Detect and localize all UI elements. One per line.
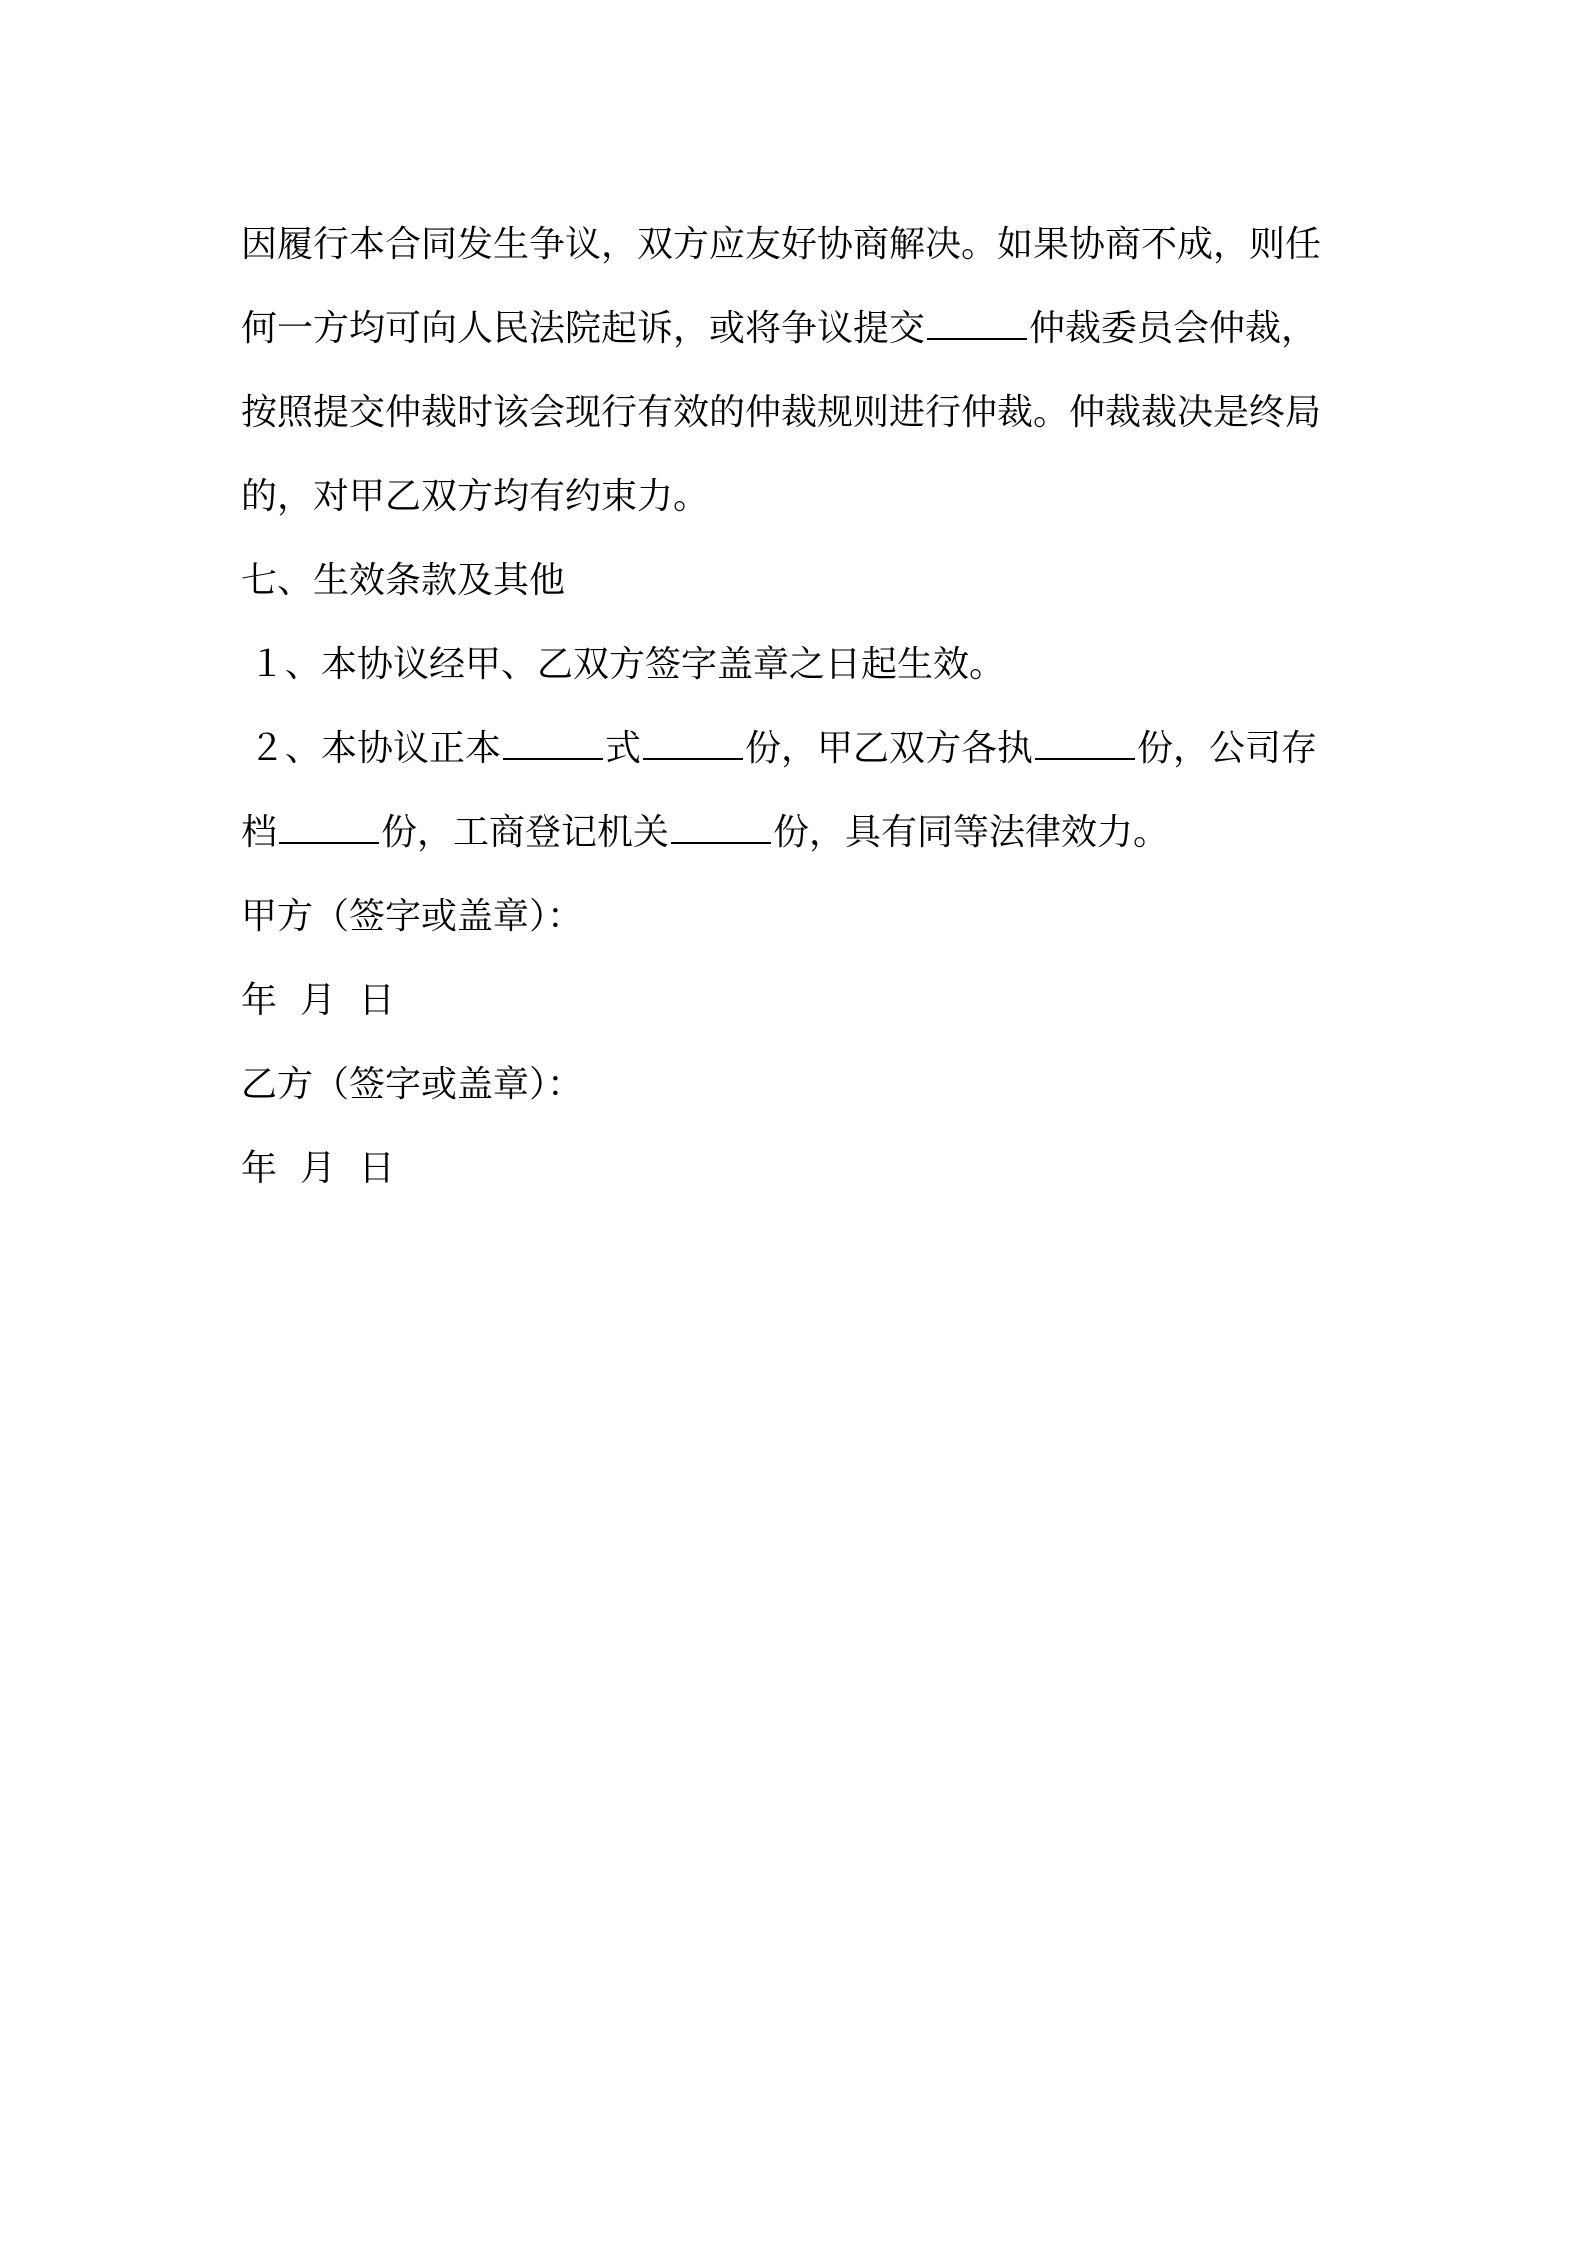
party-b-signature — [241, 1043, 1353, 1127]
clause-2-line-1 — [241, 707, 1353, 791]
blank-each-party-count — [1035, 728, 1135, 760]
arbitration-text-4: 的，对甲乙双方均有约束力。 — [241, 476, 710, 517]
arbitration-text-2a: 何一方均可向人民法院起诉，或将争议提交 — [241, 308, 926, 349]
arbitration-line-2 — [241, 287, 1353, 371]
arbitration-line-4 — [241, 455, 1353, 539]
blank-copy-count — [643, 728, 743, 760]
clause-2-line-2 — [241, 791, 1353, 875]
party-a-signature — [241, 875, 1353, 959]
clause-2-part-3: 份，甲乙双方各执 — [745, 728, 1034, 769]
arbitration-line-3 — [241, 371, 1353, 455]
clause-1-text: １、本协议经甲、乙双方签字盖章之日起生效。 — [249, 644, 1006, 685]
section-7-title: 七、生效条款及其他 — [241, 560, 566, 601]
clause-2-part-1: ２、本协议正本 — [249, 728, 502, 769]
arbitration-text-1: 因履行本合同发生争议，双方应友好协商解决。如果协商不成，则任 — [241, 224, 1322, 265]
clause-2-part-4: 份，公司存 — [1137, 728, 1318, 769]
clause-2-part-7: 份，具有同等法律效力。 — [773, 812, 1170, 853]
clause-2-part-2: 式 — [605, 728, 642, 769]
party-b-date — [241, 1127, 1353, 1211]
party-b-date-text: 年 月 日 — [241, 1148, 395, 1189]
blank-company-archive-count — [279, 812, 379, 844]
clause-2-part-5: 档 — [241, 812, 278, 853]
document-body — [241, 203, 1353, 1211]
clause-1 — [241, 623, 1353, 707]
clause-2-part-6: 份，工商登记机关 — [381, 812, 670, 853]
blank-original-count — [503, 728, 603, 760]
party-a-date-text: 年 月 日 — [241, 980, 395, 1021]
arbitration-line-1 — [241, 203, 1353, 287]
section-heading — [241, 539, 1353, 623]
arbitration-text-2b: 仲裁委员会仲裁， — [1029, 308, 1318, 349]
arbitration-text-3: 按照提交仲裁时该会现行有效的仲裁规则进行仲裁。仲裁裁决是终局 — [241, 392, 1322, 433]
party-b-label: 乙方（签字或盖章）： — [241, 1064, 584, 1105]
blank-registry-count — [671, 812, 771, 844]
party-a-date — [241, 959, 1353, 1043]
party-a-label: 甲方（签字或盖章）： — [241, 896, 584, 937]
blank-arbitration-commission — [927, 308, 1027, 340]
